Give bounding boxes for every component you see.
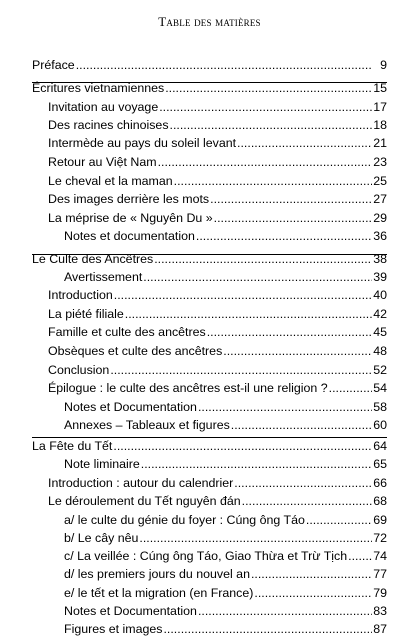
toc-entry[interactable] [64,457,387,472]
toc-entry[interactable] [32,81,387,96]
toc-entry[interactable] [32,58,387,73]
dot-leader [125,307,372,322]
toc-entry[interactable] [48,307,387,322]
toc-entry-page-number: 40 [373,288,387,302]
toc-entry[interactable] [64,229,387,244]
dot-leader [231,418,372,433]
dot-leader [198,604,372,619]
toc-entry-page-number: 64 [373,439,387,453]
toc-entry-page-number: 65 [373,457,387,471]
toc-entry-page-number: 25 [373,174,387,188]
dot-leader [141,457,372,472]
toc-entry-label: Introduction : autour du calendrier [48,476,234,490]
dot-leader [139,531,372,546]
toc-entry[interactable] [48,344,387,359]
toc-entry-page-number: 39 [373,270,387,284]
toc-entry-page-number: 87 [373,622,387,636]
dot-leader [348,549,372,564]
toc-entry[interactable] [48,136,387,151]
toc-entry-label: Avertissement [64,270,143,284]
toc-entry-page-number: 66 [373,476,387,490]
toc-entry-label: Famille et culte des ancêtres [48,325,206,339]
toc-entry-label: Note liminaire [64,457,140,471]
dot-leader [254,586,372,601]
toc-entry-page-number: 79 [373,586,387,600]
dot-leader [214,211,372,226]
toc-entry-label: Intermède au pays du soleil levant [48,136,237,150]
toc-entry-label: La Fête du Tết [32,439,113,453]
toc-entry[interactable] [48,155,387,170]
toc-entry-page-number: 18 [373,118,387,132]
toc-entry[interactable] [32,439,387,454]
toc-entry-page-number: 36 [373,229,387,243]
toc-entry-page-number: 45 [373,325,387,339]
toc-entry-label: e/ le tết et la migration (en France) [64,586,254,600]
toc-entry-label: Annexes – Tableaux et figures [64,418,230,432]
dot-leader [306,513,372,528]
toc-entry-label: Des images derrière les mots [48,192,210,206]
toc-entry-page-number: 9 [380,58,387,72]
toc-entry-label: Invitation au voyage [48,100,159,114]
toc-entry-label: Introduction [48,288,113,302]
dot-leader [154,252,372,267]
dot-leader [143,270,372,285]
dot-leader [163,622,372,637]
toc-entry-label: Obsèques et culte des ancêtres [48,344,223,358]
toc-entry-label: a/ le culte du génie du foyer : Cúng ông Táo [64,513,305,527]
toc-entry[interactable] [48,174,387,189]
dot-leader [110,363,372,378]
toc-entry-label: Conclusion [48,363,110,377]
toc-entry[interactable] [64,418,387,433]
toc-entry-label: Écritures vietnamiennes [32,81,165,95]
dot-leader [114,288,372,303]
toc-entry-page-number: 15 [373,81,387,95]
toc-entry-page-number: 42 [373,307,387,321]
dot-leader [170,118,372,133]
dot-leader [207,325,372,340]
dot-leader [113,439,372,454]
toc-entry[interactable] [64,270,387,285]
toc-entry-page-number: 58 [373,400,387,414]
toc-entry-label: Figures et images [64,622,163,636]
toc-entry-page-number: 23 [373,155,387,169]
toc-entry-page-number: 68 [373,494,387,508]
dot-leader [158,155,372,170]
toc-entry[interactable] [64,604,387,619]
dot-leader [198,400,372,415]
toc-entry[interactable] [48,476,387,491]
toc-entry[interactable] [48,381,387,396]
toc-entry-page-number: 38 [373,252,387,266]
toc-entry-label: Notes et documentation [64,229,195,243]
toc-entry[interactable] [48,118,387,133]
toc-entry-page-number: 48 [373,344,387,358]
toc-entry[interactable] [48,100,387,115]
dot-leader [251,567,372,582]
toc-entry[interactable] [48,494,387,509]
toc-entry[interactable] [32,252,387,267]
toc-entry-page-number: 83 [373,604,387,618]
toc-entry[interactable] [64,549,387,564]
toc-entry-label: La piété filiale [48,307,124,321]
toc-entry-page-number: 54 [373,381,387,395]
toc-entry-page-number: 52 [373,363,387,377]
dot-leader [242,494,372,509]
dot-leader [234,476,372,491]
toc-entry-label: Le Culte des Ancêtres [32,252,154,266]
toc-entry-page-number: 29 [373,211,387,225]
toc-entry[interactable] [64,513,387,528]
toc-entry-label: c/ La veillée : Cúng ông Táo, Giao Thừa et Trừ Tịch [64,549,348,563]
toc-entry[interactable] [48,211,387,226]
toc-entry-page-number: 72 [373,531,387,545]
toc-entry[interactable] [48,363,387,378]
toc-entry[interactable] [64,400,387,415]
toc-entry-label: Notes et Documentation [64,400,197,414]
toc-entry-label: Notes et Documentation [64,604,197,618]
toc-entry[interactable] [48,325,387,340]
toc-entry[interactable] [64,567,387,582]
dot-leader [196,229,372,244]
toc-entry-label: b/ Le cây nêu [64,531,139,545]
dot-leader [76,58,372,73]
toc-entry[interactable] [48,192,387,207]
toc-entry-page-number: 74 [373,549,387,563]
toc-entry-page-number: 27 [373,192,387,206]
toc-entry-page-number: 77 [373,567,387,581]
toc-entry-page-number: 60 [373,418,387,432]
dot-leader [223,344,372,359]
toc-entry-page-number: 69 [373,513,387,527]
dot-leader [174,174,372,189]
toc-entry-label: Le cheval et la maman [48,174,173,188]
toc-entry-label: Préface [32,58,75,72]
toc-entry-label: Retour au Việt Nam [48,155,157,169]
dot-leader [210,192,372,207]
toc-entry[interactable] [48,288,387,303]
section-divider [32,437,387,438]
toc-entry[interactable] [64,622,387,637]
dot-leader [237,136,372,151]
toc-entry-label: d/ les premiers jours du nouvel an [64,567,250,581]
toc-entry-label: Épilogue : le culte des ancêtres est-il une religion ? [48,381,328,395]
dot-leader [159,100,372,115]
toc-entry-label: Le déroulement du Tết nguyên đán [48,494,241,508]
toc-entry-page-number: 17 [373,100,387,114]
toc-entry[interactable] [64,586,387,601]
page-title: Table des matières [158,14,261,29]
dot-leader [165,81,372,96]
toc-entry-label: La méprise de « Nguyên Du » [48,211,213,225]
toc-entry[interactable] [64,531,387,546]
toc-entry-page-number: 21 [373,136,387,150]
toc-entry-label: Des racines chinoises [48,118,169,132]
dot-leader [329,381,372,396]
